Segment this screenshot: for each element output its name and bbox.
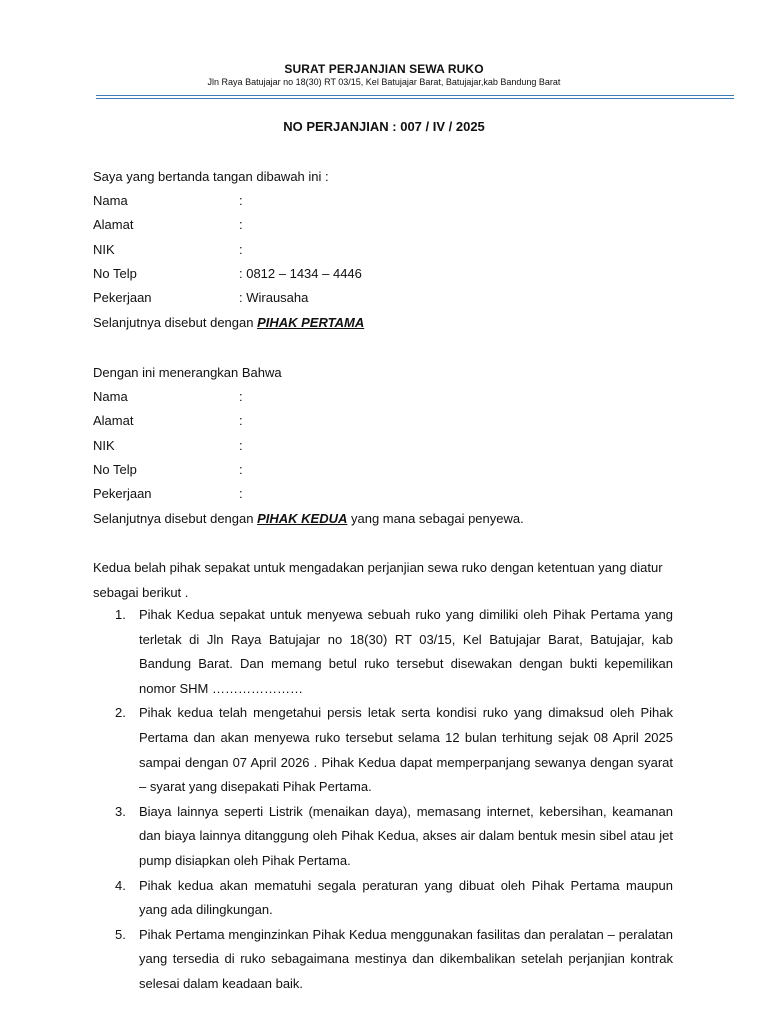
party2-address-label: Alamat <box>93 413 134 428</box>
party2-name-label: Nama <box>93 389 128 404</box>
term-item <box>93 800 673 874</box>
party1-name-value: : <box>239 193 243 208</box>
document-title: SURAT PERJANJIAN SEWA RUKO <box>284 62 484 76</box>
party1-nik-value: : <box>239 242 243 257</box>
term-number: 2. <box>115 705 126 721</box>
party1-name-label: Nama <box>93 193 128 208</box>
party1-nik-label: NIK <box>93 242 115 257</box>
party2-closing-suffix: yang mana sebagai penyewa. <box>347 511 524 526</box>
party2-job-label: Pekerjaan <box>93 486 152 501</box>
party2-nik-label: NIK <box>93 438 115 453</box>
term-number: 4. <box>115 877 126 893</box>
header-divider <box>96 95 734 96</box>
term-number: 5. <box>115 926 126 942</box>
party1-phone-label: No Telp <box>93 266 137 281</box>
party2-phone-label: No Telp <box>93 462 137 477</box>
party2-closing <box>93 510 524 528</box>
party1-role: PIHAK PERTAMA <box>257 315 365 330</box>
party1-job-value: : Wirausaha <box>239 290 309 305</box>
party1-closing-prefix: Selanjutnya disebut dengan <box>93 315 258 330</box>
party1-closing <box>93 314 364 332</box>
agreement-intro: Kedua belah pihak sepakat untuk mengadakan perjanjian sewa ruko dengan ketentuan yang diatur sebagai berikut . <box>93 560 663 600</box>
term-text: Pihak kedua telah mengetahui persis letak serta kondisi ruko yang dimaksud oleh Pihak Pertama dan akan menyewa ruko tersebut selama 12 bulan terhitung sejak 08 April 2025 sampai dengan 07 April 2026 . Pihak Kedua dapat memperpanjang sewanya dengan syarat – syarat yang disepakati Pihak Pertama. <box>139 705 673 795</box>
party2-role: PIHAK KEDUA <box>257 511 348 526</box>
term-number: 3. <box>115 803 126 819</box>
party2-nik-value: : <box>239 438 243 453</box>
party1-address-value: : <box>239 217 243 232</box>
document-address: Jln Raya Batujajar no 18(30) RT 03/15, Kel Batujajar Barat, Batujajar,kab Bandung Barat <box>207 77 561 87</box>
agreement-number: NO PERJANJIAN : 007 / IV / 2025 <box>283 119 485 134</box>
party1-phone-value: : 0812 – 1434 – 4446 <box>239 266 362 281</box>
party2-closing-prefix: Selanjutnya disebut dengan <box>93 511 258 526</box>
party2-intro: Dengan ini menerangkan Bahwa <box>93 365 282 380</box>
party2-phone-value: : <box>239 462 243 477</box>
term-text: Biaya lainnya seperti Listrik (menaikan daya), memasang internet, kebersihan, keamanan dan biaya lainnya ditanggung oleh Pihak Kedua, akses air dalam bentuk mesin sibel atau jet pump disiapkan oleh Pihak Pertama. <box>139 803 673 868</box>
term-item <box>93 701 673 799</box>
party2-name-value: : <box>239 389 243 404</box>
party2-job-value: : <box>239 486 243 501</box>
term-text: Pihak Pertama menginzinkan Pihak Kedua menggunakan fasilitas dan peralatan – peralatan yang tersedia di ruko sebagaimana mestinya dan dikembalikan setelah perjanjian kontrak selesai dalam keadaan baik. <box>139 926 673 991</box>
party1-address-label: Alamat <box>93 217 134 232</box>
term-item <box>93 603 673 701</box>
header-divider-secondary <box>96 98 734 99</box>
party2-address-value: : <box>239 413 243 428</box>
term-text: Pihak Kedua sepakat untuk menyewa sebuah ruko yang dimiliki oleh Pihak Pertama yang terletak di Jln Raya Batujajar no 18(30) RT 03/15, Kel Batujajar Barat, Batujajar, kab Bandung Barat. Dan memang betul ruko tersebut disewakan dengan bukti kepemilikan nomor SHM ………………… <box>139 607 673 696</box>
party1-job-label: Pekerjaan <box>93 290 152 305</box>
term-text: Pihak kedua akan mematuhi segala peraturan yang dibuat oleh Pihak Pertama maupun yang ada dilingkungan. <box>139 877 673 918</box>
term-item <box>93 874 673 923</box>
term-number: 1. <box>115 607 126 622</box>
terms-list <box>93 603 673 997</box>
party1-intro: Saya yang bertanda tangan dibawah ini : <box>93 169 329 184</box>
term-item <box>93 923 673 997</box>
